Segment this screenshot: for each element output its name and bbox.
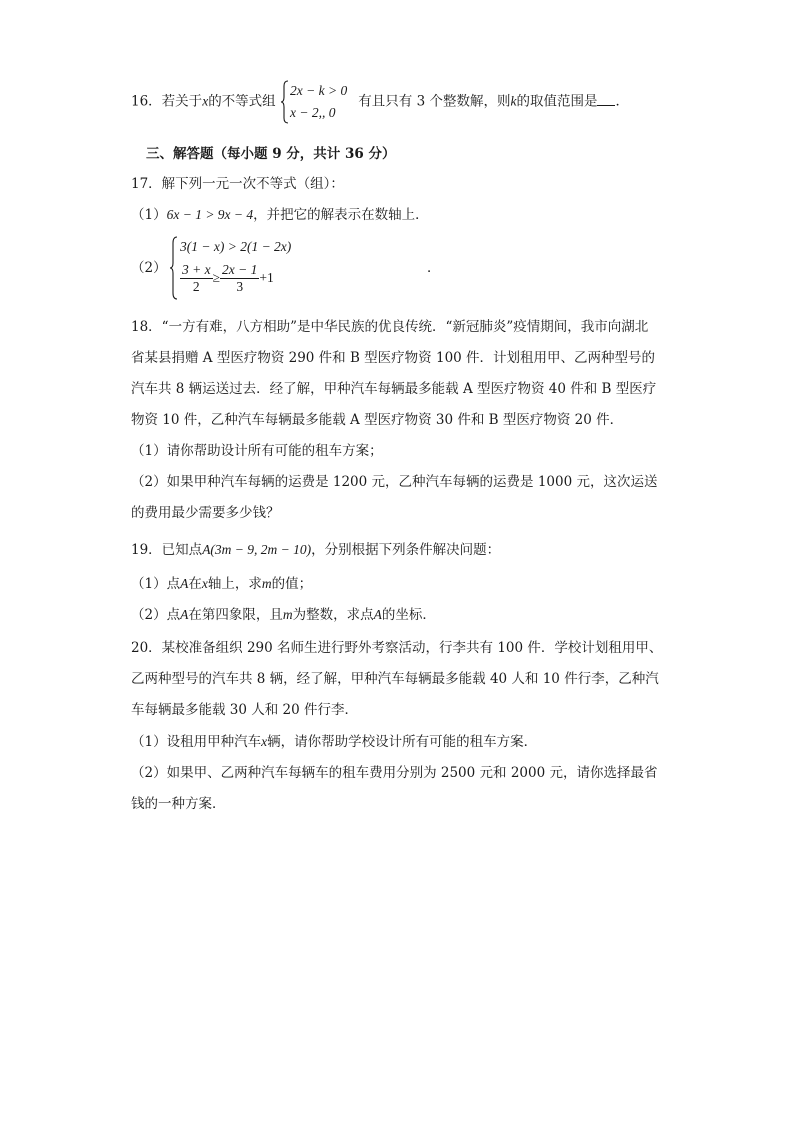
q19-p2-text-c: 为整数，求点 [292,607,374,623]
q17-p1-label: （1） [131,207,167,223]
q17-part-1 [131,206,429,224]
q18-part-1: （1）请你帮助设计所有可能的租车方案； [131,443,383,459]
q18-line-1: 18．“一方有难，八方相助”是中华民族的优良传统．“新冠肺炎”疫情期间，我市向湖北 [131,319,649,335]
q16-var-x: x [202,93,209,109]
q17-p2-end: ． [427,260,441,276]
q19-p1-text-d: 的值； [271,576,313,592]
q20-part-2-line-2: 钱的一种方案． [131,796,226,812]
q19-text-a: 19．已知点 [131,542,203,558]
q17-p2-system [169,236,319,300]
q19-point-a: A [180,576,189,591]
q16-row-1: 2x − k > 0 [289,83,348,98]
section-3-heading: 三、解答题（每小题 9 分，共计 36 分） [146,146,396,162]
q19-point: A(3m − 9, 2m − 10) [202,542,312,557]
q17-p2-row-2 [180,262,274,295]
q19-p1-text-a: （1）点 [131,576,181,592]
q16-inequality-system [280,80,354,124]
q20-var-x: x [261,734,268,749]
left-brace-icon [280,80,290,124]
fraction-numerator: 3 + x [182,262,211,277]
q18-line-4: 物资 10 件，乙种汽车每辆最多能载 A 型医疗物资 30 件和 B 型医疗物资 20 件． [131,412,624,428]
q20-line-2: 乙两种型号的汽车共 8 辆，经了解，甲种汽车每辆最多能载 40 人和 10 件行李，乙种汽 [131,671,659,687]
q16-row-2: x − 2,, 0 [289,105,336,120]
q17-stem: 17．解下列一元一次不等式（组）： [131,176,344,192]
fraction [180,262,213,295]
q16-text-b: 的不等式组 [208,93,276,110]
q19-var-x: x [201,576,208,591]
left-brace-icon [169,236,179,300]
q20-p1-text-a: （1）设租用甲种汽车 [131,734,262,750]
q20-p1-text-b: 辆，请你帮助学校设计所有可能的租车方案． [267,734,538,750]
fraction-numerator: 2x − 1 [222,262,258,277]
q16-text-a: 16．若关于 [131,93,203,110]
q18-part-2-line-1: （2）如果甲种汽车每辆的运费是 1200 元，乙种汽车每辆的运费是 1000 元，这次运送 [131,474,658,490]
q17-p1-inequality: 6x − 1 > 9x − 4 [166,207,254,222]
q16-var-k: k [510,93,517,109]
q20-part-2-line-1: （2）如果甲、乙两种汽车每辆车的租车费用分别为 2500 元和 2000 元，请你选择最省 [131,765,658,781]
q20-line-1: 20．某校准备组织 290 名师生进行野外考察活动，行李共有 100 件．学校计划租用甲、 [131,640,663,656]
fraction-denominator: 3 [236,279,244,294]
q20-part-1 [131,733,537,751]
q19-stem [131,541,500,559]
q19-text-b: ，分别根据下列条件解决问题： [311,542,501,558]
q16-text-d: 的取值范围是 [516,93,598,110]
q16-answer-blank [597,91,615,106]
q19-p2-text-d: 的坐标． [381,607,436,623]
q19-var-m: m [261,576,272,591]
q18-line-2: 省某县捐赠 A 型医疗物资 290 件和 B 型医疗物资 100 件．计划租用甲、乙两种型号的 [131,350,656,366]
q19-var-m: m [282,607,293,622]
q19-p2-text-b: 在第四象限，且 [188,607,283,623]
q19-point-a: A [180,607,189,622]
q19-point-a: A [373,607,382,622]
q19-p1-text-b: 在 [188,576,202,592]
q18-line-3: 汽车共 8 辆运送过去．经了解，甲种汽车每辆最多能载 A 型医疗物资 40 件和 B 型医疗 [131,381,657,397]
q20-line-3: 车每辆最多能载 30 人和 20 件行李． [131,702,359,718]
q16-text-e: ． [615,93,629,110]
q16-line [131,80,629,124]
q19-part-1 [131,575,312,593]
q17-p1-text: ，并把它的解表示在数轴上． [253,207,429,223]
q16-text-c: 有且只有 3 个整数解，则 [358,93,511,110]
plus-one: +1 [259,270,274,285]
q19-p2-text-a: （2）点 [131,607,181,623]
q19-p1-text-c: 轴上，求 [207,576,262,592]
q17-p2-row-1: 3(1 − x) > 2(1 − 2x) [180,239,292,254]
fraction-denominator: 2 [192,279,200,294]
fraction [220,262,259,295]
q18-part-2-line-2: 的费用最少需要多少钱？ [131,505,280,521]
ge-sign: ≥ [212,270,221,285]
q17-p2-label: （2） [131,260,167,276]
q19-part-2 [131,606,436,624]
